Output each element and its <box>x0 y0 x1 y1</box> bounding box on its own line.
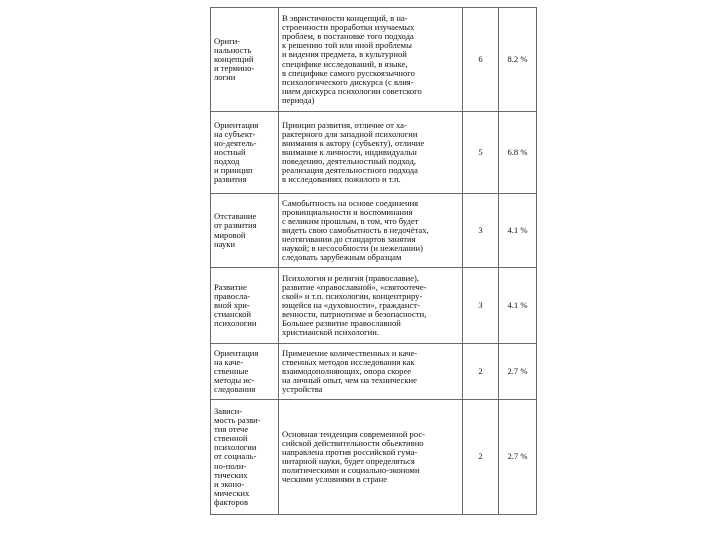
description-cell <box>279 400 463 515</box>
category-text: Ориги- нальность концепций и термино- логии <box>214 35 255 83</box>
count-cell: 2 <box>463 344 499 400</box>
description-cell <box>279 112 463 194</box>
category-cell <box>211 112 279 194</box>
description-text: Самобытность на основе соединения провинциальности и воспоминания с великим прошлым, в том, что будет видеть свою самобытность в недочётах, неотягивании до стандартов занятия наукой; в несособности (и нежелании) следовать зарубежным образцам <box>282 197 429 263</box>
count-cell: 2 <box>463 400 499 515</box>
category-cell <box>211 8 279 112</box>
percent-cell: 4.1 % <box>499 268 537 344</box>
category-text: Ориентация на каче- ственные методы ис- следования <box>214 347 259 395</box>
percent-cell: 2.7 % <box>499 344 537 400</box>
percent-cell: 6.8 % <box>499 112 537 194</box>
category-cell <box>211 194 279 268</box>
table-row <box>211 268 537 344</box>
table-row <box>211 112 537 194</box>
description-text: В эвристичности концепций, в на- строенности проработки изучаемых проблем, в постановке того подхода к решению той или иной проблемы и видения предмета, в культурной специфике исследований, в языке, в специфике самого русскоязычного психологического дискурса (с влия- нием дискурса психологии советского периода) <box>282 13 422 105</box>
table-row <box>211 400 537 515</box>
category-cell <box>211 400 279 515</box>
description-cell <box>279 8 463 112</box>
percent-cell: 4.1 % <box>499 194 537 268</box>
description-cell <box>279 268 463 344</box>
percent-cell: 2.7 % <box>499 400 537 515</box>
description-cell <box>279 194 463 268</box>
percent-cell: 8.2 % <box>499 8 537 112</box>
category-cell <box>211 268 279 344</box>
table-row <box>211 344 537 400</box>
data-table <box>210 7 537 515</box>
count-cell: 6 <box>463 8 499 112</box>
description-cell <box>279 344 463 400</box>
count-cell: 3 <box>463 194 499 268</box>
description-text: Основная тенденция современной рос- сийской действительности обьективно направлена против российской гума- нитарной науки, будет определяться политическими и социально-экономи ческими условиями в стране <box>282 428 426 485</box>
description-text: Психология и религия (православие), развитие «православной», «святоотече- ской» и т.п. психологии, концентриру- ющейся на «духовности», гражданст- венности, патриотизме и безопасности, Большее развитие православной христианской психологии. <box>282 272 427 338</box>
description-text: Принцип развития, отличие от ха- рактерного для западной психологии внимания к актору (субъекту), отличие внимание к личности, индивидуальн поведению, деятельностный подход, реализация деятельностного подхода в исследованиях пожилого и т.п. <box>282 119 425 185</box>
category-text: Развитие правосла- вной хри- стианской психологии <box>214 281 257 329</box>
category-cell <box>211 344 279 400</box>
table-row <box>211 8 537 112</box>
table-row <box>211 194 537 268</box>
description-text: Применение количественных и каче- ственных методов исследования как взаимодополняющих, опора скорее на личный опыт, чем на технические устройства <box>282 347 418 395</box>
count-cell: 5 <box>463 112 499 194</box>
category-text: Зависи- мость разви- тия отече ственной психологии от социаль- но-поли- тических и эконо- мических факторов <box>214 405 261 507</box>
category-text: Отставание от развития мировой науки <box>214 211 257 249</box>
category-text: Ориентация на субъект- но-деятель- ностный подход и принцип развития <box>214 119 259 185</box>
count-cell: 3 <box>463 268 499 344</box>
